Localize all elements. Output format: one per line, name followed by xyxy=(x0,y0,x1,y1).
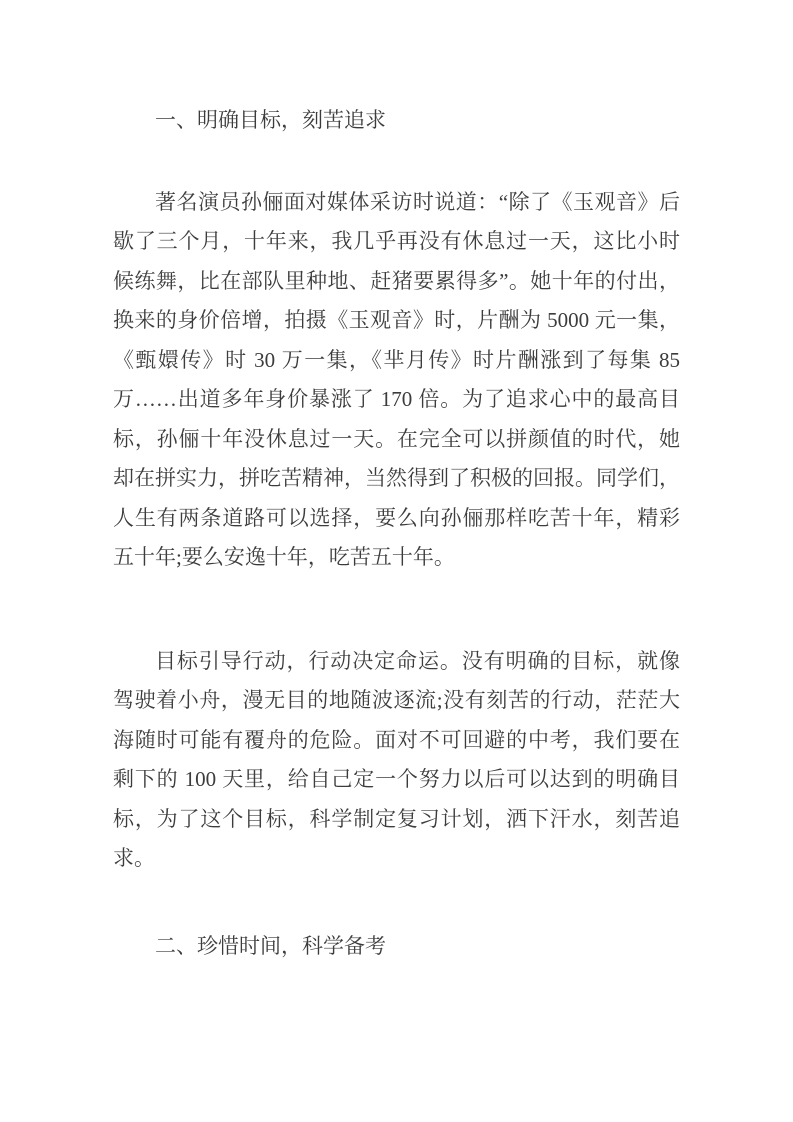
text-line: 换来的身价倍增，拍摄《玉观音》时，片酬为 5000 元一集， xyxy=(113,308,680,332)
text-line: 标，孙俪十年没休息过一天。在完全可以拼颜值的时代，她 xyxy=(113,426,680,451)
text-line: 候练舞，比在部队里种地、赶猪要累得多”。她十年的付出， xyxy=(113,268,680,293)
text-line: 著名演员孙俪面对媒体采访时说道：“除了《玉观音》后 xyxy=(155,189,680,214)
text-line: 标，为了这个目标，科学制定复习计划，洒下汗水，刻苦追 xyxy=(113,806,680,831)
text-line: 却在拼实力，拼吃苦精神，当然得到了积极的回报。同学们， xyxy=(113,466,680,490)
text-line: 万……出道多年身价暴涨了 170 倍。为了追求心中的最高目 xyxy=(113,387,680,411)
section-heading-2: 二、珍惜时间，科学备考 xyxy=(155,933,386,958)
paragraph-1 xyxy=(113,183,680,578)
text-line: 人生有两条道路可以选择，要么向孙俪那样吃苦十年，精彩 xyxy=(113,505,680,530)
text-line: 剩下的 100 天里，给自己定一个努力以后可以达到的明确目 xyxy=(113,767,680,791)
paragraph-2 xyxy=(113,642,680,879)
text-line: 驾驶着小舟，漫无目的地随波逐流;没有刻苦的行动，茫茫大 xyxy=(113,688,680,712)
text-line: 海随时可能有覆舟的危险。面对不可回避的中考，我们要在 xyxy=(113,727,680,752)
section-heading-1: 一、明确目标，刻苦追求 xyxy=(155,108,386,132)
text-line: 五十年;要么安逸十年，吃苦五十年。 xyxy=(113,545,455,569)
text-line: 目标引导行动，行动决定命运。没有明确的目标，就像 xyxy=(155,648,680,673)
text-line: 歇了三个月，十年来，我几乎再没有休息过一天，这比小时 xyxy=(113,229,680,253)
text-line: 求。 xyxy=(113,846,155,870)
text-line: 《甄嬛传》时 30 万一集，《芈月传》时片酬涨到了每集 85 xyxy=(113,347,680,372)
